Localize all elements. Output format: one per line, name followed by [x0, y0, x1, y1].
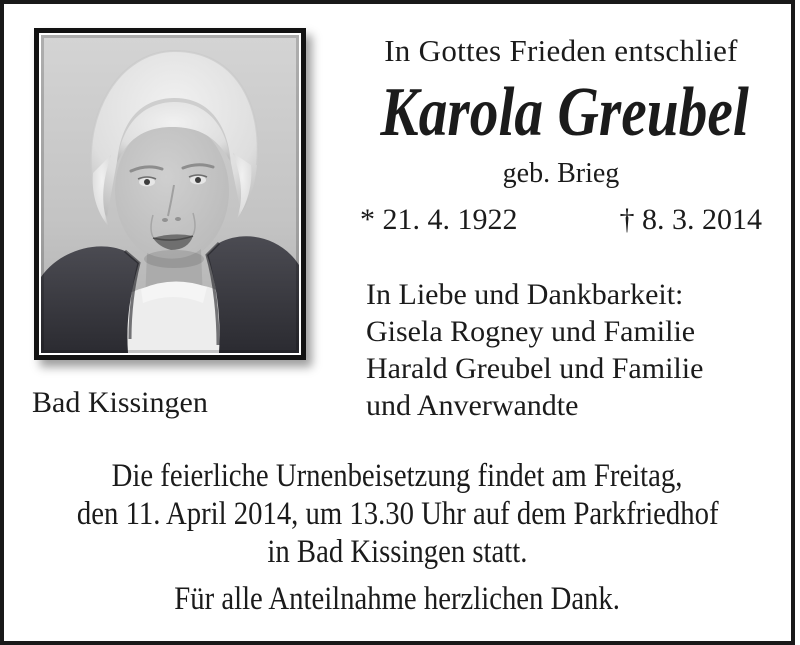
mourners-block	[366, 276, 782, 424]
city-label: Bad Kissingen	[32, 386, 208, 419]
maiden-name: geb. Brieg	[502, 158, 620, 189]
life-dates	[340, 203, 782, 237]
intro-line: In Gottes Frieden entschlief	[384, 33, 738, 68]
death-date: † 8. 3. 2014	[619, 203, 762, 236]
birth-date: * 21. 4. 1922	[360, 203, 518, 236]
mourner-line: und Anverwandte	[366, 389, 579, 422]
funeral-announcement	[0, 457, 795, 571]
funeral-line: Die feierliche Urnenbeisetzung findet am Freitag,	[112, 458, 683, 494]
funeral-line: in Bad Kissingen statt.	[267, 534, 528, 570]
mourner-line: Harald Greubel und Familie	[366, 352, 704, 385]
mourner-line: Gisela Rogney und Familie	[366, 315, 696, 348]
thanks-line	[0, 580, 795, 618]
portrait-photo-illustration	[41, 35, 299, 353]
deceased-name-text: Karola Greubel	[380, 74, 749, 151]
thanks-text: Für alle Anteilnahme herzlichen Dank.	[174, 581, 621, 617]
portrait-photo	[34, 28, 306, 360]
funeral-line: den 11. April 2014, um 13.30 Uhr auf dem Parkfriedhof	[76, 496, 719, 532]
mourning-heading: In Liebe und Dankbarkeit:	[366, 278, 684, 311]
deceased-name	[340, 76, 782, 150]
